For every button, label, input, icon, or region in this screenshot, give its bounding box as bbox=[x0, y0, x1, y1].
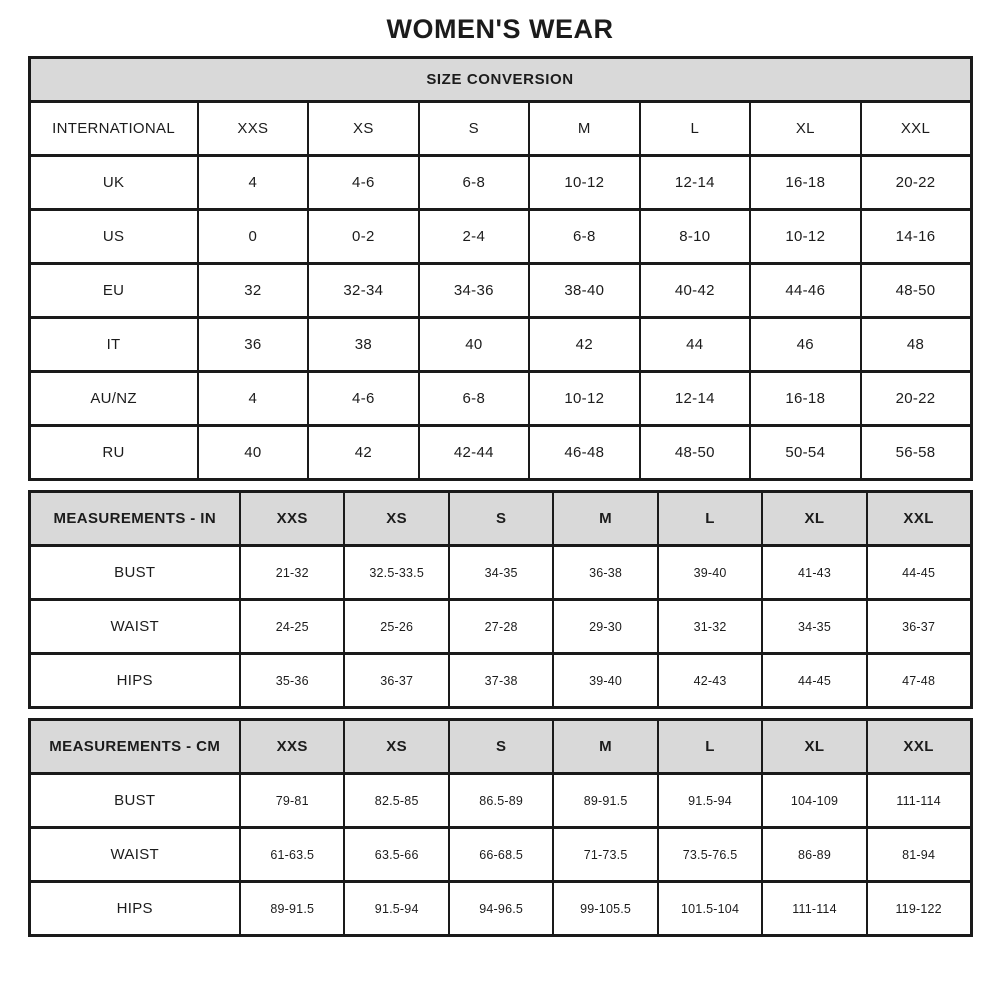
measurements-in-table bbox=[28, 490, 973, 709]
column-header-xxs: XXS bbox=[240, 720, 344, 774]
cell: 111-114 bbox=[762, 882, 866, 936]
cell: 40 bbox=[198, 426, 308, 480]
table-row-waist bbox=[29, 600, 971, 654]
row-label: EU bbox=[29, 264, 198, 318]
cell: 44-45 bbox=[867, 546, 971, 600]
cell: 50-54 bbox=[750, 426, 860, 480]
cell: 6-8 bbox=[529, 210, 639, 264]
cell: 20-22 bbox=[861, 156, 971, 210]
row-label: BUST bbox=[29, 546, 240, 600]
row-label: WAIST bbox=[29, 828, 240, 882]
cell: 46 bbox=[750, 318, 860, 372]
cell: 81-94 bbox=[867, 828, 971, 882]
header-row bbox=[29, 720, 971, 774]
column-header-l: L bbox=[640, 102, 750, 156]
cell: 6-8 bbox=[419, 156, 529, 210]
cell: 94-96.5 bbox=[449, 882, 553, 936]
column-header-l: L bbox=[658, 720, 762, 774]
cell: 21-32 bbox=[240, 546, 344, 600]
column-header-xxs: XXS bbox=[240, 492, 344, 546]
size-conversion-title: SIZE CONVERSION bbox=[29, 58, 971, 102]
cell: 32-34 bbox=[308, 264, 418, 318]
cell: 6-8 bbox=[419, 372, 529, 426]
cell: 42-44 bbox=[419, 426, 529, 480]
cell: 37-38 bbox=[449, 654, 553, 708]
cell: 42-43 bbox=[658, 654, 762, 708]
cell: 36 bbox=[198, 318, 308, 372]
cell: 89-91.5 bbox=[553, 774, 657, 828]
row-label: HIPS bbox=[29, 654, 240, 708]
cell: 61-63.5 bbox=[240, 828, 344, 882]
header-label: INTERNATIONAL bbox=[29, 102, 198, 156]
row-label: UK bbox=[29, 156, 198, 210]
cell: 63.5-66 bbox=[344, 828, 448, 882]
table-row-eu bbox=[29, 264, 971, 318]
table-row-bust bbox=[29, 546, 971, 600]
table-row-it bbox=[29, 318, 971, 372]
cell: 39-40 bbox=[658, 546, 762, 600]
column-header-xxl: XXL bbox=[861, 102, 971, 156]
cell: 20-22 bbox=[861, 372, 971, 426]
cell: 12-14 bbox=[640, 156, 750, 210]
column-header-xxs: XXS bbox=[198, 102, 308, 156]
row-label: HIPS bbox=[29, 882, 240, 936]
size-conversion-table bbox=[28, 56, 973, 481]
cell: 34-35 bbox=[762, 600, 866, 654]
row-label: AU/NZ bbox=[29, 372, 198, 426]
column-header-xs: XS bbox=[344, 492, 448, 546]
cell: 46-48 bbox=[529, 426, 639, 480]
cell: 35-36 bbox=[240, 654, 344, 708]
cell: 39-40 bbox=[553, 654, 657, 708]
row-label: IT bbox=[29, 318, 198, 372]
column-header-xxl: XXL bbox=[867, 492, 971, 546]
table-row-uk bbox=[29, 156, 971, 210]
cell: 91.5-94 bbox=[658, 774, 762, 828]
cell: 48-50 bbox=[861, 264, 971, 318]
table-row-aunz bbox=[29, 372, 971, 426]
row-label: US bbox=[29, 210, 198, 264]
cell: 29-30 bbox=[553, 600, 657, 654]
column-header-l: L bbox=[658, 492, 762, 546]
cell: 73.5-76.5 bbox=[658, 828, 762, 882]
cell: 91.5-94 bbox=[344, 882, 448, 936]
cell: 44-45 bbox=[762, 654, 866, 708]
cell: 0-2 bbox=[308, 210, 418, 264]
cell: 36-37 bbox=[867, 600, 971, 654]
row-label: BUST bbox=[29, 774, 240, 828]
column-header-s: S bbox=[449, 720, 553, 774]
cell: 36-37 bbox=[344, 654, 448, 708]
cell: 44 bbox=[640, 318, 750, 372]
cell: 79-81 bbox=[240, 774, 344, 828]
cell: 8-10 bbox=[640, 210, 750, 264]
cell: 36-38 bbox=[553, 546, 657, 600]
column-header-xxl: XXL bbox=[867, 720, 971, 774]
table-title-row bbox=[29, 58, 971, 102]
column-header-xl: XL bbox=[762, 492, 866, 546]
table-row-hips bbox=[29, 654, 971, 708]
table-row-hips bbox=[29, 882, 971, 936]
cell: 27-28 bbox=[449, 600, 553, 654]
cell: 24-25 bbox=[240, 600, 344, 654]
cell: 34-36 bbox=[419, 264, 529, 318]
cell: 99-105.5 bbox=[553, 882, 657, 936]
cell: 48-50 bbox=[640, 426, 750, 480]
cell: 56-58 bbox=[861, 426, 971, 480]
header-label: MEASUREMENTS - CM bbox=[29, 720, 240, 774]
header-row bbox=[29, 492, 971, 546]
cell: 40 bbox=[419, 318, 529, 372]
cell: 38-40 bbox=[529, 264, 639, 318]
table-row-waist bbox=[29, 828, 971, 882]
column-header-xl: XL bbox=[750, 102, 860, 156]
column-header-m: M bbox=[553, 720, 657, 774]
cell: 86.5-89 bbox=[449, 774, 553, 828]
cell: 47-48 bbox=[867, 654, 971, 708]
cell: 71-73.5 bbox=[553, 828, 657, 882]
table-row-ru bbox=[29, 426, 971, 480]
cell: 38 bbox=[308, 318, 418, 372]
column-header-m: M bbox=[529, 102, 639, 156]
cell: 0 bbox=[198, 210, 308, 264]
cell: 10-12 bbox=[529, 372, 639, 426]
cell: 10-12 bbox=[529, 156, 639, 210]
cell: 82.5-85 bbox=[344, 774, 448, 828]
cell: 10-12 bbox=[750, 210, 860, 264]
cell: 12-14 bbox=[640, 372, 750, 426]
cell: 48 bbox=[861, 318, 971, 372]
cell: 89-91.5 bbox=[240, 882, 344, 936]
cell: 4-6 bbox=[308, 372, 418, 426]
cell: 104-109 bbox=[762, 774, 866, 828]
cell: 44-46 bbox=[750, 264, 860, 318]
cell: 42 bbox=[529, 318, 639, 372]
cell: 31-32 bbox=[658, 600, 762, 654]
cell: 14-16 bbox=[861, 210, 971, 264]
cell: 66-68.5 bbox=[449, 828, 553, 882]
cell: 119-122 bbox=[867, 882, 971, 936]
column-header-s: S bbox=[419, 102, 529, 156]
cell: 34-35 bbox=[449, 546, 553, 600]
cell: 2-4 bbox=[419, 210, 529, 264]
cell: 32.5-33.5 bbox=[344, 546, 448, 600]
measurements-cm-table bbox=[28, 718, 973, 937]
column-header-xs: XS bbox=[344, 720, 448, 774]
cell: 25-26 bbox=[344, 600, 448, 654]
header-label: MEASUREMENTS - IN bbox=[29, 492, 240, 546]
cell: 101.5-104 bbox=[658, 882, 762, 936]
cell: 16-18 bbox=[750, 372, 860, 426]
header-row bbox=[29, 102, 971, 156]
table-row-bust bbox=[29, 774, 971, 828]
cell: 4 bbox=[198, 156, 308, 210]
page-title: WOMEN'S WEAR bbox=[386, 14, 614, 44]
cell: 42 bbox=[308, 426, 418, 480]
column-header-m: M bbox=[553, 492, 657, 546]
cell: 86-89 bbox=[762, 828, 866, 882]
cell: 111-114 bbox=[867, 774, 971, 828]
cell: 4-6 bbox=[308, 156, 418, 210]
column-header-xs: XS bbox=[308, 102, 418, 156]
cell: 41-43 bbox=[762, 546, 866, 600]
table-row-us bbox=[29, 210, 971, 264]
column-header-xl: XL bbox=[762, 720, 866, 774]
row-label: WAIST bbox=[29, 600, 240, 654]
column-header-s: S bbox=[449, 492, 553, 546]
cell: 32 bbox=[198, 264, 308, 318]
cell: 4 bbox=[198, 372, 308, 426]
row-label: RU bbox=[29, 426, 198, 480]
cell: 40-42 bbox=[640, 264, 750, 318]
cell: 16-18 bbox=[750, 156, 860, 210]
